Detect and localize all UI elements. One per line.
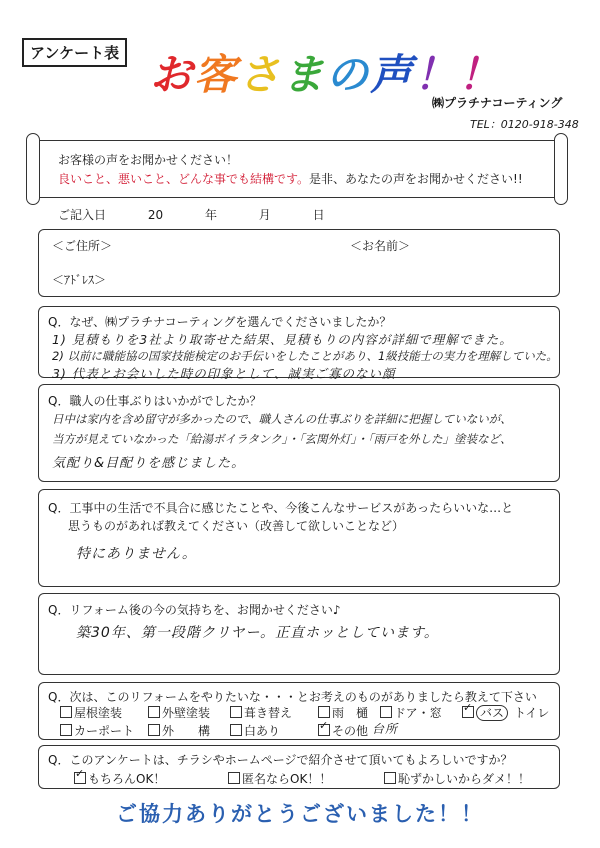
intro-line-2 <box>58 170 523 187</box>
checkbox-icon[interactable] <box>148 706 160 718</box>
checkbox-icon[interactable] <box>60 706 72 718</box>
title-char: ！ <box>458 50 503 99</box>
intro-line-1: お客様の声をお聞かせください！ <box>58 153 239 167</box>
reform-option-reroof[interactable]: 葺き替え <box>230 704 292 721</box>
consent-option-anonymous[interactable]: 匿名ならOK！！ <box>228 770 331 787</box>
question-3-prompt-2: 思うものがあれば教えてください（改善して欲しいことなど） <box>68 519 405 533</box>
reform-option-wall-paint[interactable]: 外壁塗装 <box>148 704 210 721</box>
reform-option-exterior[interactable]: 外 構 <box>148 722 210 739</box>
page-title <box>150 42 502 102</box>
reform-option-door-window[interactable]: ドア・窓 <box>380 704 442 721</box>
checkbox-icon[interactable] <box>380 706 392 718</box>
intro-line-2-red: 良いこと、悪いこと、どんな事でも結構です。 <box>58 172 310 186</box>
title-char: お <box>150 50 195 99</box>
reform-option-gutter[interactable]: 雨 樋 <box>318 704 368 721</box>
question-4-prompt: Q．リフォーム後の今の気持ちを、お聞かせください♪ <box>48 603 341 617</box>
intro-line-2-black: 是非、あなたの声をお聞かせください!! <box>309 172 523 186</box>
checkbox-icon[interactable] <box>230 724 242 736</box>
reform-option-bath[interactable]: ✓ バス <box>462 704 508 721</box>
reform-option-roof-paint[interactable]: 屋根塗装 <box>60 704 122 721</box>
date-label: ご記入日 <box>58 208 107 222</box>
phone-number: TEL：0120-918-348 <box>470 118 579 131</box>
date-day: 日 <box>312 208 325 222</box>
checked-checkbox-icon[interactable]: ✓ <box>74 772 86 784</box>
consent-option-no[interactable]: 恥ずかしいからダメ！！ <box>384 770 530 787</box>
title-char: さ <box>238 50 283 99</box>
reform-option-termite[interactable]: 白あり <box>230 722 280 739</box>
question-2-answer-3: 気配り&目配りを感じました。 <box>52 456 246 471</box>
question-1-answer-2: 2) 以前に職能協の国家技能検定のお手伝いをしたことがあり、1級技能士の実力を理解していた。 <box>52 349 558 363</box>
consent-option-ok[interactable]: ✓ もちろんOK！ <box>75 767 166 786</box>
checkbox-icon[interactable] <box>384 772 396 784</box>
date-month: 月 <box>258 208 271 222</box>
question-3-answer: 特にありません。 <box>76 546 197 562</box>
title-char: ！ <box>414 50 459 99</box>
checkbox-icon[interactable] <box>148 724 160 736</box>
title-char: 客 <box>194 50 239 99</box>
checkbox-icon[interactable] <box>60 724 72 736</box>
name-label: ＜お名前＞ <box>350 239 411 253</box>
company-name: ㈱プラチナコーティング <box>432 96 563 110</box>
checkbox-icon[interactable] <box>318 706 330 718</box>
survey-tag: アンケート表 <box>22 38 127 67</box>
question-4-answer: 築30年、第一段階クリヤー。正直ホッとしています。 <box>76 625 439 641</box>
checked-checkbox-icon[interactable]: ✓ <box>318 724 330 736</box>
checkbox-icon[interactable] <box>228 772 240 784</box>
reform-option-other[interactable]: ✓ その他 <box>319 719 369 738</box>
address-kana-label: ＜ｱﾄﾞﾚｽ＞ <box>52 273 107 287</box>
reform-option-toilet: トイレ <box>514 706 550 720</box>
consent-prompt: Q．このアンケートは、チラシやホームページで紹介させて頂いてもよろしいですか？ <box>48 753 513 767</box>
checked-checkbox-icon[interactable]: ✓ <box>462 706 474 718</box>
address-label: ＜ご住所＞ <box>52 239 113 253</box>
question-3-prompt: Q．工事中の生活で不具合に感じたことや、今後こんなサービスがあったらいいな…と <box>48 501 514 515</box>
reform-other-text: 台所 <box>372 722 399 736</box>
date-year: 年 <box>204 208 217 222</box>
thank-you-message: ご協力ありがとうございました！！ <box>116 802 484 826</box>
question-1-answer-3: 3) 代表とお会いした時の印象として、誠実ご寡のない顔 <box>52 366 396 381</box>
question-2-prompt: Q．職人の仕事ぶりはいかがでしたか？ <box>48 394 262 408</box>
question-2-answer-1: 日中は家内を含め留守が多かったので、職人さんの仕事ぶりを詳細に把握していないが、 <box>52 412 512 426</box>
title-char: の <box>326 50 371 99</box>
date-era: 20 <box>147 208 164 222</box>
date-row <box>58 206 363 223</box>
title-char: 声 <box>370 50 415 99</box>
checkbox-icon[interactable] <box>230 706 242 718</box>
question-1-prompt: Q．なぜ、㈱プラチナコーティングを選んでくださいましたか？ <box>48 315 392 329</box>
reform-prompt: Q．次は、このリフォームをやりたいな・・・とお考えのものがありましたら教えて下さい <box>48 690 537 704</box>
question-1-answer-1: 1) 見積もりを3社より取寄せた結果、見積もりの内容が詳細で理解できた。 <box>52 332 513 347</box>
title-char: ま <box>282 50 327 99</box>
question-2-answer-2: 当方が見えていなかった「給湯ボイラタンク」・「玄関外灯」・「雨戸を外した」塗装など、 <box>52 432 512 446</box>
reform-option-carport[interactable]: カーポート <box>60 722 134 739</box>
intro-scroll-banner <box>38 140 556 198</box>
address-box <box>38 229 560 297</box>
